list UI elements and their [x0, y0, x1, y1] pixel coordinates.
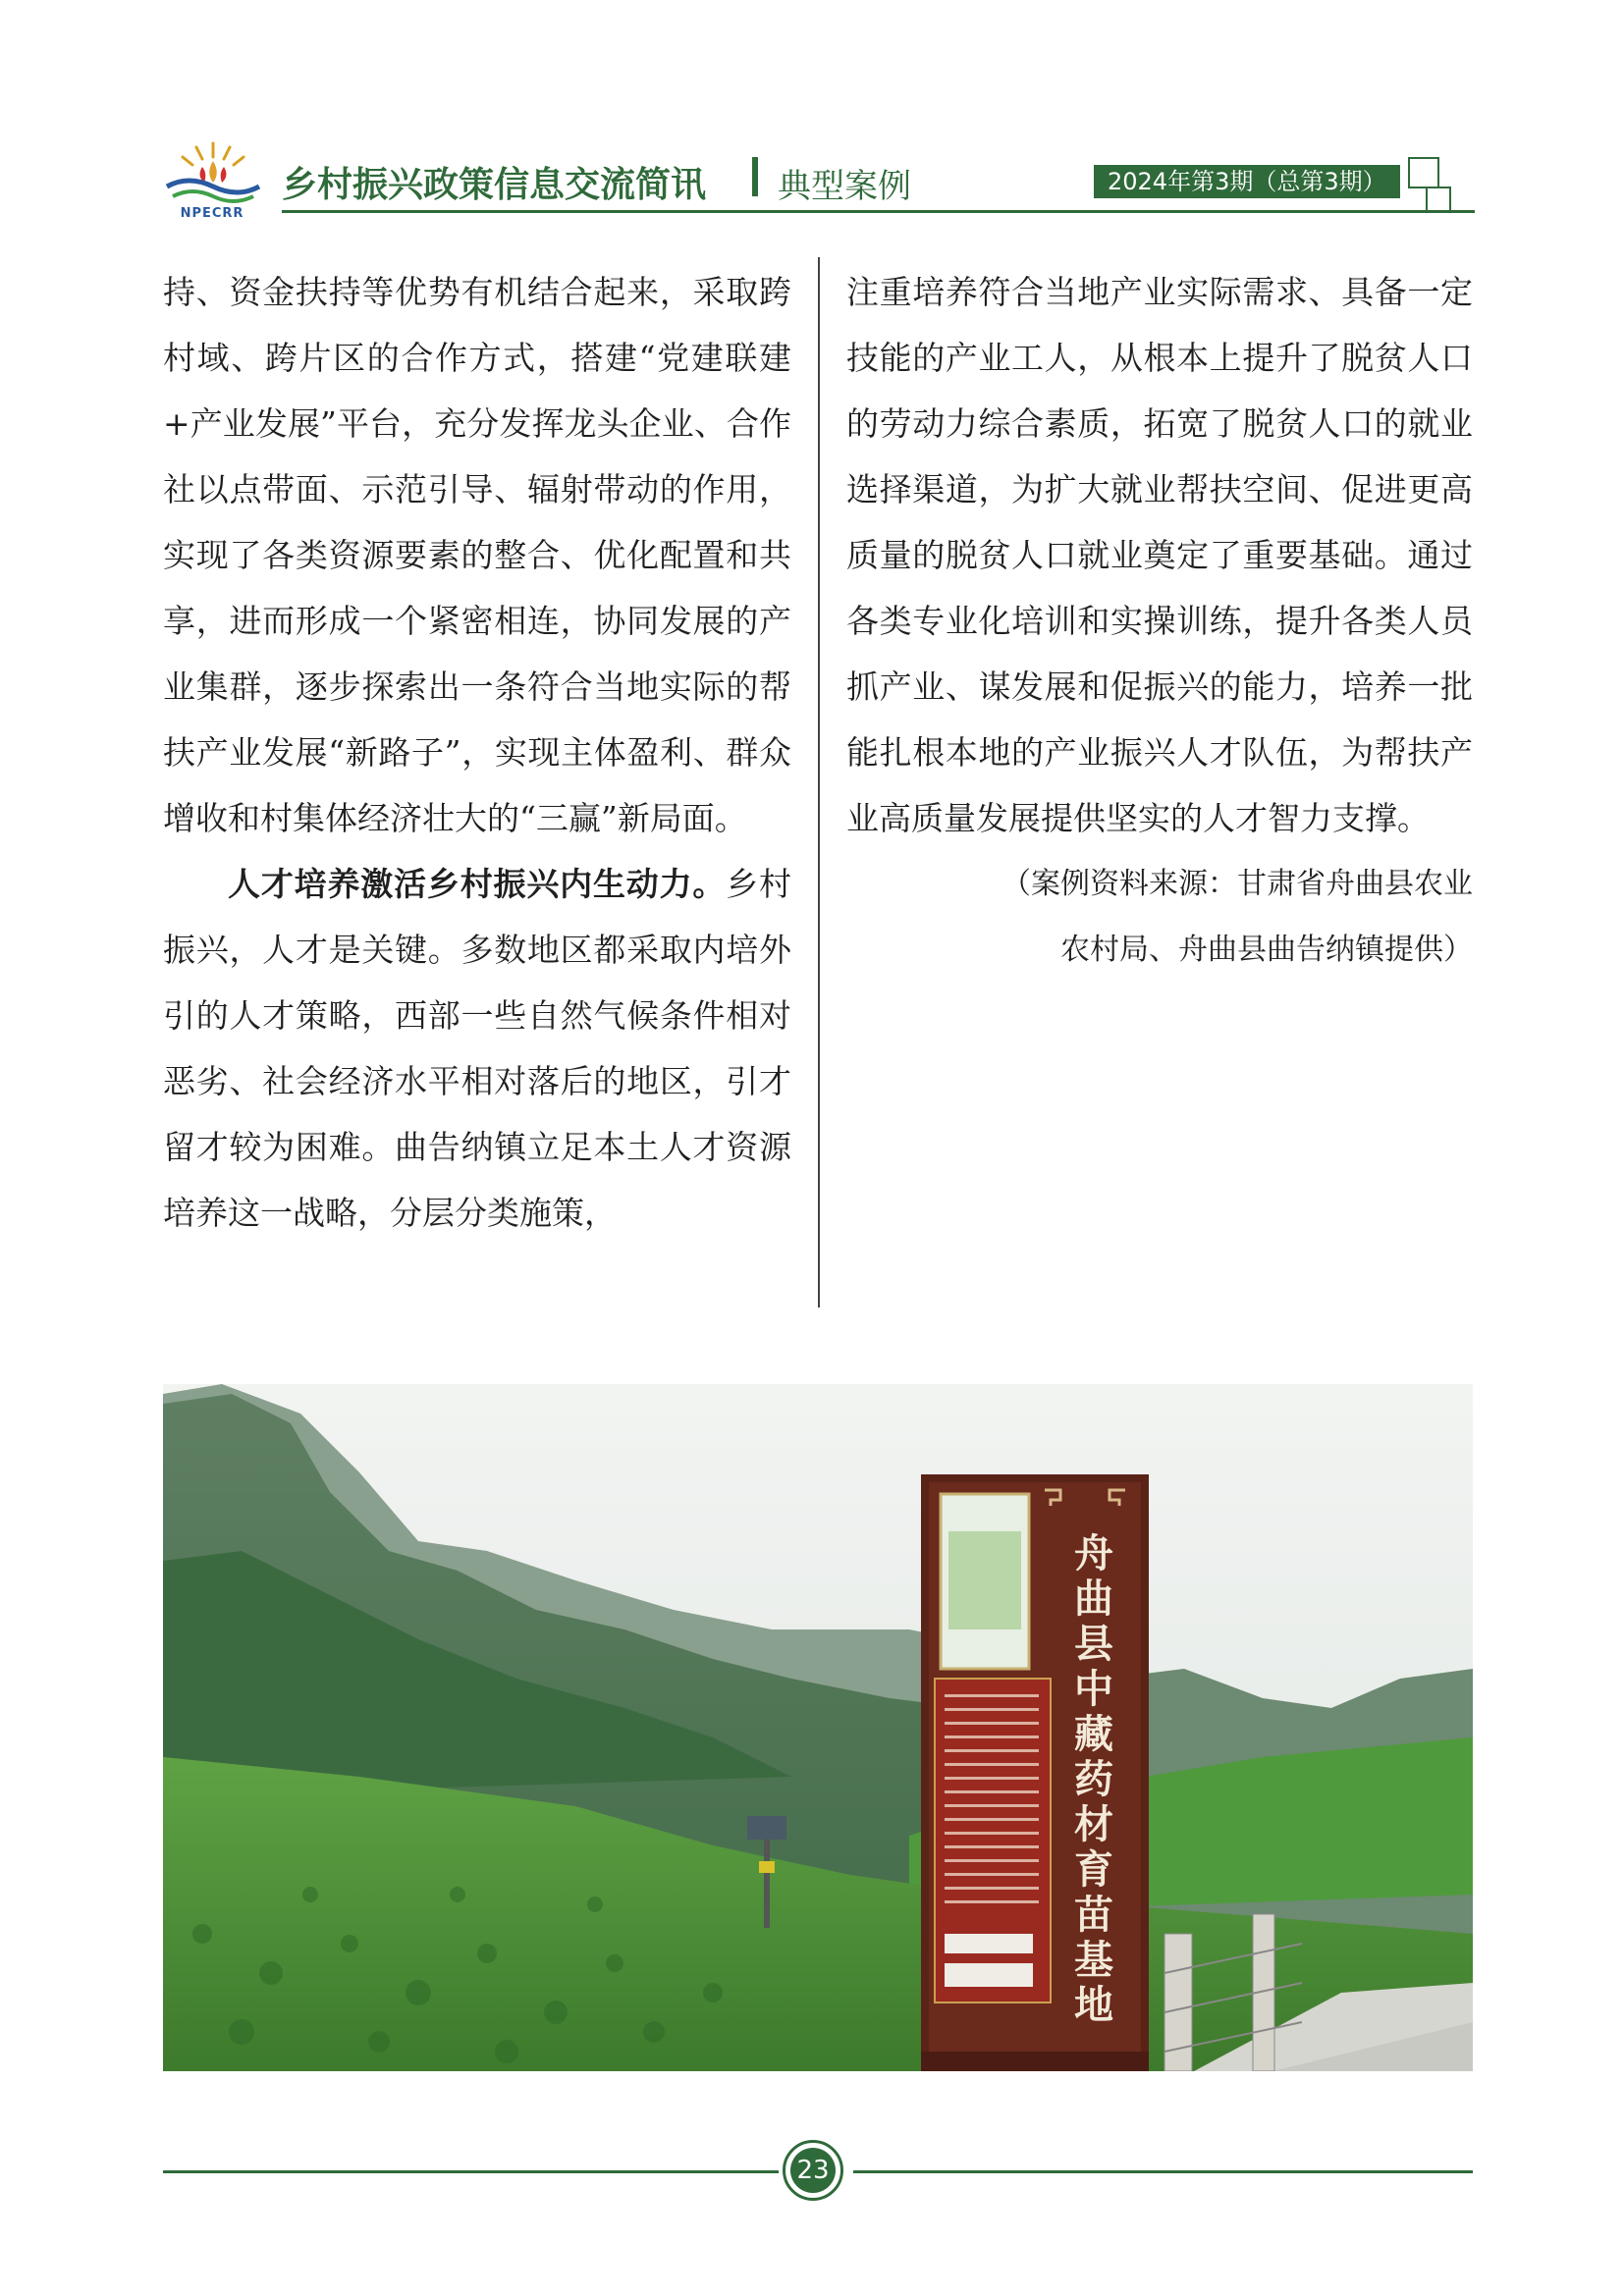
footer-rule — [853, 2170, 1473, 2173]
left-column — [163, 259, 791, 1246]
column-divider — [818, 257, 820, 1308]
decorative-square — [1426, 187, 1451, 212]
paragraph: 持、资金扶持等优势有机结合起来，采取跨村域、跨片区的合作方式，搭建“党建联建+产业发展”平台，充分发挥龙头企业、合作社以点带面、示范引导、辐射带动的作用，实现了各类资源要素的整合、优化配置和共享，进而形成一个紧密相连，协同发展的产业集群，逐步探索出一条符合当地实际的帮扶产业发展“新路子”，实现主体盈利、群众增收和村集体经济壮大的“三赢”新局面。 — [163, 273, 791, 837]
paragraph-body: 乡村振兴，人才是关键。多数地区都采取内培外引的人才策略，西部一些自然气候条件相对恶劣、社会经济水平相对落后的地区，引才留才较为困难。曲告纳镇立足本土人才资源培养这一战略，分层分类施策， — [163, 865, 791, 1232]
page-number: 23 — [790, 2148, 836, 2193]
magazine-title: 乡村振兴政策信息交流简讯 — [282, 165, 707, 205]
title-separator — [752, 157, 758, 196]
logo-emblem-icon — [159, 137, 267, 208]
section-label: 典型案例 — [778, 167, 911, 206]
page-header — [159, 137, 1475, 226]
right-column — [846, 259, 1473, 983]
paragraph-lead: 人才培养激活乡村振兴内生动力。 — [228, 865, 727, 903]
decorative-square — [1408, 157, 1439, 188]
sign-text: 舟曲县中藏药材育苗基地 — [1074, 1530, 1113, 2028]
footer-rule — [163, 2170, 779, 2173]
source-note-line: 农村局、舟曲县曲告纳镇提供） — [1060, 933, 1473, 967]
source-note-line: （案例资料来源：甘肃省舟曲县农业 — [1001, 867, 1473, 901]
page-number-badge — [783, 2140, 843, 2201]
photo-illustration — [163, 1384, 1473, 2071]
logo-text: NPECRR — [180, 206, 244, 221]
issue-badge: 2024年第3期（总第3期） — [1094, 165, 1400, 198]
field-photo — [163, 1384, 1473, 2071]
paragraph — [163, 851, 791, 1246]
header-rule — [282, 210, 1475, 213]
paragraph: 注重培养符合当地产业实际需求、具备一定技能的产业工人，从根本上提升了脱贫人口的劳动力综合素质，拓宽了脱贫人口的就业选择渠道，为扩大就业帮扶空间、促进更高质量的脱贫人口就业奠定了重要基础。通过各类专业化培训和实操训练，提升各类人员抓产业、谋发展和促振兴的能力，培养一批能扎根本地的产业振兴人才队伍，为帮扶产业高质量发展提供坚实的人才智力支撑。 — [846, 273, 1473, 837]
npecrr-logo — [159, 137, 267, 226]
